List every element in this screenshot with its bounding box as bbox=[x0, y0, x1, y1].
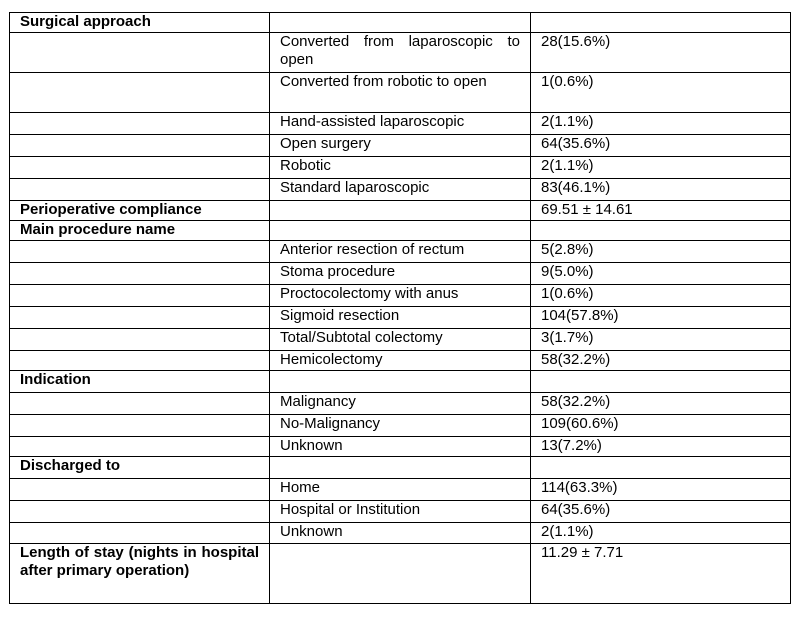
section-label: Length of stay (nights in hospital after primary operation) bbox=[10, 544, 270, 604]
value-cell: 58(32.2%) bbox=[531, 393, 791, 415]
value-cell: 3(1.7%) bbox=[531, 329, 791, 351]
value-cell: 104(57.8%) bbox=[531, 307, 791, 329]
table-row bbox=[10, 457, 791, 479]
table-row bbox=[10, 523, 791, 544]
item-label: Stoma procedure bbox=[270, 263, 531, 285]
section-label bbox=[10, 393, 270, 415]
value-cell: 2(1.1%) bbox=[531, 113, 791, 135]
value-cell: 5(2.8%) bbox=[531, 241, 791, 263]
table-row bbox=[10, 351, 791, 371]
item-label: Malignancy bbox=[270, 393, 531, 415]
value-cell: 11.29 ± 7.71 bbox=[531, 544, 791, 604]
item-label bbox=[270, 457, 531, 479]
section-label bbox=[10, 113, 270, 135]
section-label bbox=[10, 285, 270, 307]
table-row bbox=[10, 73, 791, 113]
table-row bbox=[10, 329, 791, 351]
value-cell bbox=[531, 13, 791, 33]
section-label bbox=[10, 263, 270, 285]
value-cell: 64(35.6%) bbox=[531, 135, 791, 157]
table-row bbox=[10, 393, 791, 415]
section-label bbox=[10, 415, 270, 437]
item-label: Total/Subtotal colectomy bbox=[270, 329, 531, 351]
item-label: Robotic bbox=[270, 157, 531, 179]
section-label bbox=[10, 501, 270, 523]
table-row bbox=[10, 371, 791, 393]
item-label bbox=[270, 221, 531, 241]
table-row bbox=[10, 437, 791, 457]
item-label bbox=[270, 201, 531, 221]
clinical-data-table bbox=[9, 12, 791, 604]
item-label: Converted from laparoscopic to open bbox=[270, 33, 531, 73]
item-label: Anterior resection of rectum bbox=[270, 241, 531, 263]
value-cell: 28(15.6%) bbox=[531, 33, 791, 73]
table-row bbox=[10, 307, 791, 329]
section-label bbox=[10, 437, 270, 457]
value-cell bbox=[531, 221, 791, 241]
section-label bbox=[10, 33, 270, 73]
item-label bbox=[270, 13, 531, 33]
section-label bbox=[10, 73, 270, 113]
table-row bbox=[10, 179, 791, 201]
item-label bbox=[270, 544, 531, 604]
value-cell: 2(1.1%) bbox=[531, 523, 791, 544]
section-label: Surgical approach bbox=[10, 13, 270, 33]
table-row bbox=[10, 13, 791, 33]
value-cell: 114(63.3%) bbox=[531, 479, 791, 501]
section-label: Indication bbox=[10, 371, 270, 393]
value-cell: 13(7.2%) bbox=[531, 437, 791, 457]
item-label: Unknown bbox=[270, 523, 531, 544]
value-cell: 109(60.6%) bbox=[531, 415, 791, 437]
value-cell: 83(46.1%) bbox=[531, 179, 791, 201]
value-cell: 9(5.0%) bbox=[531, 263, 791, 285]
table-row bbox=[10, 241, 791, 263]
value-cell: 1(0.6%) bbox=[531, 73, 791, 113]
item-label: Unknown bbox=[270, 437, 531, 457]
item-label: Hemicolectomy bbox=[270, 351, 531, 371]
table-row bbox=[10, 263, 791, 285]
table-row bbox=[10, 157, 791, 179]
section-label: Discharged to bbox=[10, 457, 270, 479]
section-label: Main procedure name bbox=[10, 221, 270, 241]
value-cell bbox=[531, 371, 791, 393]
value-cell: 1(0.6%) bbox=[531, 285, 791, 307]
table-row bbox=[10, 501, 791, 523]
item-label: Converted from robotic to open bbox=[270, 73, 531, 113]
table-row bbox=[10, 135, 791, 157]
value-cell: 64(35.6%) bbox=[531, 501, 791, 523]
item-label: Hand-assisted laparoscopic bbox=[270, 113, 531, 135]
table-row bbox=[10, 479, 791, 501]
value-cell: 58(32.2%) bbox=[531, 351, 791, 371]
item-label: Open surgery bbox=[270, 135, 531, 157]
value-cell: 69.51 ± 14.61 bbox=[531, 201, 791, 221]
item-label: Proctocolectomy with anus bbox=[270, 285, 531, 307]
table-row bbox=[10, 221, 791, 241]
table-row bbox=[10, 285, 791, 307]
item-label: Standard laparoscopic bbox=[270, 179, 531, 201]
table-row bbox=[10, 544, 791, 604]
item-label: Sigmoid resection bbox=[270, 307, 531, 329]
section-label bbox=[10, 329, 270, 351]
item-label bbox=[270, 371, 531, 393]
section-label bbox=[10, 523, 270, 544]
item-label: No-Malignancy bbox=[270, 415, 531, 437]
value-cell: 2(1.1%) bbox=[531, 157, 791, 179]
item-label: Home bbox=[270, 479, 531, 501]
value-cell bbox=[531, 457, 791, 479]
section-label bbox=[10, 351, 270, 371]
table-row bbox=[10, 201, 791, 221]
table-row bbox=[10, 415, 791, 437]
section-label bbox=[10, 307, 270, 329]
section-label bbox=[10, 135, 270, 157]
section-label: Perioperative compliance bbox=[10, 201, 270, 221]
section-label bbox=[10, 479, 270, 501]
section-label bbox=[10, 179, 270, 201]
item-label: Hospital or Institution bbox=[270, 501, 531, 523]
table-row bbox=[10, 33, 791, 73]
section-label bbox=[10, 241, 270, 263]
section-label bbox=[10, 157, 270, 179]
table-row bbox=[10, 113, 791, 135]
